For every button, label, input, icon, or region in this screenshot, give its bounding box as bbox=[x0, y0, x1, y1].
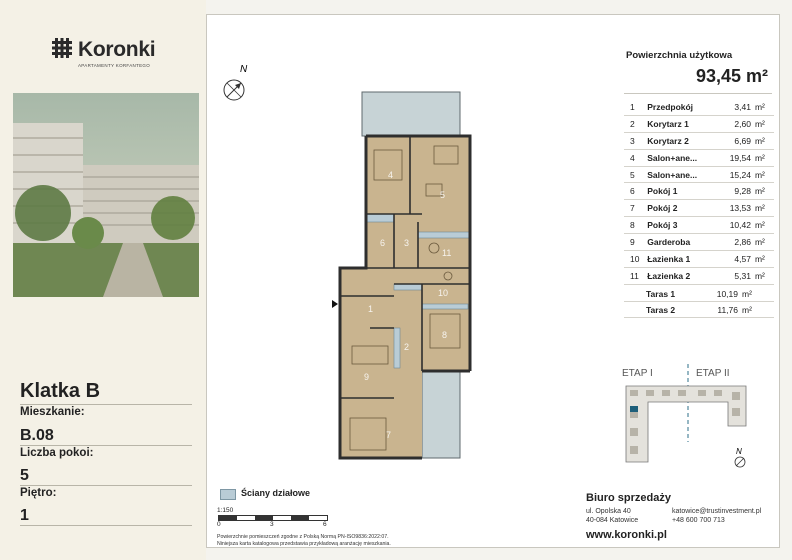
table-row bbox=[624, 166, 774, 183]
room-unit: m² bbox=[755, 115, 774, 132]
website-link[interactable]: www.koronki.pl bbox=[586, 529, 667, 541]
table-row bbox=[624, 99, 774, 115]
brand-logo bbox=[52, 38, 162, 72]
terrace-1 bbox=[362, 92, 460, 136]
room-area: 19,54 bbox=[713, 149, 755, 166]
table-row bbox=[624, 183, 774, 200]
disclaimer-note bbox=[217, 534, 517, 548]
room-no: 5 bbox=[624, 166, 647, 183]
table-row bbox=[624, 115, 774, 132]
table-row bbox=[624, 251, 774, 268]
compass-north-label: N bbox=[240, 64, 248, 75]
room-area: 6,69 bbox=[713, 132, 755, 149]
room-name: Łazienka 1 bbox=[647, 251, 712, 268]
terraces-table bbox=[624, 286, 774, 318]
room-unit: m² bbox=[755, 200, 774, 217]
room-area: 13,53 bbox=[713, 200, 755, 217]
divider bbox=[20, 525, 192, 526]
room-area: 5,31 bbox=[713, 267, 755, 284]
info-panel bbox=[0, 0, 206, 560]
room-name: Pokój 1 bbox=[647, 183, 712, 200]
scale-ratio: 1:150 bbox=[217, 507, 234, 514]
room-name: Korytarz 2 bbox=[647, 132, 712, 149]
room-name: Garderoba bbox=[647, 234, 712, 251]
table-row bbox=[624, 217, 774, 234]
table-row bbox=[624, 234, 774, 251]
terrace-name: Taras 1 bbox=[646, 286, 702, 302]
room-name: Pokój 2 bbox=[647, 200, 712, 217]
usable-area-value: 93,45 m² bbox=[695, 66, 768, 86]
scale-tick: 0 bbox=[217, 521, 221, 528]
svg-text:6: 6 bbox=[380, 238, 386, 248]
terrace-unit: m² bbox=[742, 286, 774, 302]
rooms-count-value: 5 bbox=[20, 467, 29, 484]
site-plan bbox=[618, 362, 774, 474]
room-unit: m² bbox=[755, 234, 774, 251]
compass-icon bbox=[218, 60, 254, 106]
apartment-value: B.08 bbox=[20, 427, 54, 444]
stage-2-label: ETAP II bbox=[696, 368, 730, 379]
svg-text:3: 3 bbox=[404, 238, 410, 248]
disclaimer-line: Powierzchnie pomieszczeń zgodne z Polską Normą PN-ISO9836:2022:07. bbox=[217, 534, 389, 540]
room-unit: m² bbox=[755, 166, 774, 183]
svg-text:5: 5 bbox=[440, 190, 446, 200]
room-name: Pokój 3 bbox=[647, 217, 712, 234]
svg-text:1: 1 bbox=[368, 304, 374, 314]
floor-value: 1 bbox=[20, 507, 29, 524]
stair-label: Klatka B bbox=[20, 380, 101, 402]
stage-1-label: ETAP I bbox=[622, 368, 653, 379]
room-area: 3,41 bbox=[713, 99, 755, 115]
divider bbox=[20, 445, 192, 446]
room-no: 7 bbox=[624, 200, 647, 217]
room-no: 3 bbox=[624, 132, 647, 149]
room-unit: m² bbox=[755, 251, 774, 268]
room-name: Salon+ane... bbox=[647, 166, 712, 183]
room-name: Łazienka 2 bbox=[647, 267, 712, 284]
table-row bbox=[624, 286, 774, 302]
brand-tagline: APARTAMENTY KORFANTEGO bbox=[78, 63, 151, 68]
room-no: 4 bbox=[624, 149, 647, 166]
divider bbox=[20, 485, 192, 486]
disclaimer-line: Niniejsza karta katalogowa przedstawia przykładową aranżację mieszkania. bbox=[217, 541, 391, 547]
brand-name: Koronki bbox=[78, 38, 156, 61]
rooms-count-label: Liczba pokoi: bbox=[20, 447, 94, 459]
room-no: 6 bbox=[624, 183, 647, 200]
building-photo bbox=[13, 93, 199, 297]
floor-label: Piętro: bbox=[20, 487, 57, 499]
site-north-label: N bbox=[736, 447, 742, 456]
floor-plan bbox=[330, 88, 480, 463]
svg-text:8: 8 bbox=[442, 330, 448, 340]
table-row bbox=[624, 132, 774, 149]
partition-legend-label: Ściany działowe bbox=[241, 488, 311, 498]
room-no: 8 bbox=[624, 217, 647, 234]
room-area: 9,28 bbox=[713, 183, 755, 200]
terrace-unit: m² bbox=[742, 302, 774, 318]
svg-text:10: 10 bbox=[438, 288, 449, 298]
sales-address-line2: 40-084 Katowice bbox=[586, 517, 639, 524]
room-unit: m² bbox=[755, 132, 774, 149]
terrace-2 bbox=[422, 371, 460, 458]
svg-text:7: 7 bbox=[386, 430, 392, 440]
table-row bbox=[624, 302, 774, 318]
room-area: 2,60 bbox=[713, 115, 755, 132]
divider bbox=[20, 404, 192, 405]
sales-phone-link[interactable]: +48 600 700 713 bbox=[672, 517, 725, 524]
svg-text:2: 2 bbox=[404, 342, 410, 352]
room-name: Salon+ane... bbox=[647, 149, 712, 166]
sales-office-title: Biuro sprzedaży bbox=[586, 492, 671, 504]
usable-area-label: Powierzchnia użytkowa bbox=[626, 50, 733, 61]
table-row bbox=[624, 200, 774, 217]
sales-address-line1: ul. Opolska 40 bbox=[586, 508, 631, 515]
svg-text:11: 11 bbox=[442, 248, 452, 258]
divider bbox=[624, 93, 772, 94]
room-no: 11 bbox=[624, 267, 647, 284]
koronki-logo-icon bbox=[52, 38, 72, 58]
rooms-table bbox=[624, 99, 774, 285]
room-no: 10 bbox=[624, 251, 647, 268]
room-unit: m² bbox=[755, 99, 774, 115]
scale-tick: 6 bbox=[323, 521, 327, 528]
room-area: 2,86 bbox=[713, 234, 755, 251]
room-unit: m² bbox=[755, 217, 774, 234]
room-area: 10,42 bbox=[713, 217, 755, 234]
room-name: Korytarz 1 bbox=[647, 115, 712, 132]
room-no: 1 bbox=[624, 99, 647, 115]
room-unit: m² bbox=[755, 183, 774, 200]
terrace-name: Taras 2 bbox=[646, 302, 702, 318]
room-unit: m² bbox=[755, 149, 774, 166]
room-area: 4,57 bbox=[713, 251, 755, 268]
room-no: 2 bbox=[624, 115, 647, 132]
room-area: 15,24 bbox=[713, 166, 755, 183]
selected-unit-marker bbox=[630, 406, 638, 412]
room-no: 9 bbox=[624, 234, 647, 251]
apartment-label: Mieszkanie: bbox=[20, 406, 85, 418]
terrace-area: 10,19 bbox=[702, 286, 742, 302]
scale-tick: 3 bbox=[270, 521, 274, 528]
table-row bbox=[624, 149, 774, 166]
svg-text:9: 9 bbox=[364, 372, 370, 382]
room-name: Przedpokój bbox=[647, 99, 712, 115]
room-unit: m² bbox=[755, 267, 774, 284]
partition-legend-swatch bbox=[220, 489, 236, 500]
terrace-area: 11,76 bbox=[702, 302, 742, 318]
svg-text:4: 4 bbox=[388, 170, 394, 180]
sales-email-link[interactable]: katowice@trustinvestment.pl bbox=[672, 508, 762, 515]
table-row bbox=[624, 267, 774, 284]
